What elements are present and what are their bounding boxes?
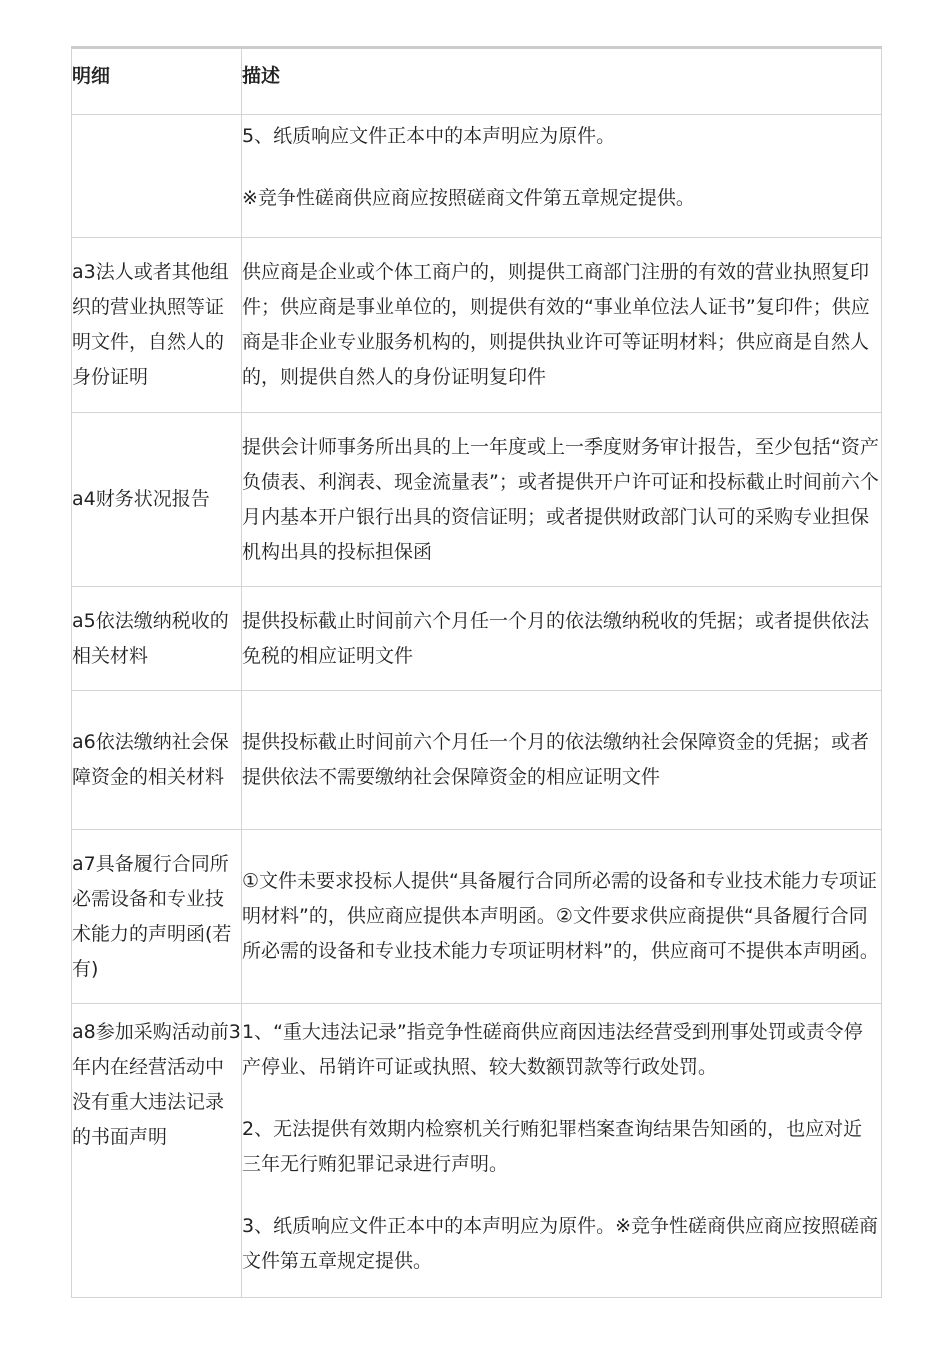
table-row	[72, 587, 882, 691]
row-item: a3法人或者其他组织的营业执照等证明文件，自然人的身份证明	[72, 238, 242, 413]
description-paragraph: 2、无法提供有效期内检察机关行贿犯罪档案查询结果告知函的，也应对近三年无行贿犯罪记录进行声明。	[242, 1118, 863, 1175]
description-paragraph: 5、纸质响应文件正本中的本声明应为原件。	[242, 125, 616, 147]
row-item: a8参加采购活动前3年内在经营活动中没有重大违法记录的书面声明	[72, 1004, 242, 1298]
table-row	[72, 1004, 882, 1298]
row-description	[242, 1004, 882, 1298]
description-paragraph: 提供会计师事务所出具的上一年度或上一季度财务审计报告，至少包括“资产负债表、利润表、现金流量表”；或者提供开户许可证和投标截止时间前六个月内基本开户银行出具的资信证明；或者提供财政部门认可的采购专业担保机构出具的投标担保函	[242, 435, 879, 563]
row-description	[242, 413, 882, 587]
description-paragraph: 提供投标截止时间前六个月任一个月的依法缴纳社会保障资金的凭据；或者提供依法不需要缴纳社会保障资金的相应证明文件	[242, 731, 870, 788]
description-paragraph: ※竞争性磋商供应商应按照磋商文件第五章规定提供。	[242, 187, 695, 209]
row-item	[72, 115, 242, 238]
table-header-row	[72, 48, 882, 115]
row-description	[242, 587, 882, 691]
row-description	[242, 830, 882, 1004]
table-row	[72, 413, 882, 587]
header-description: 描述	[242, 48, 882, 115]
row-item: a6依法缴纳社会保障资金的相关材料	[72, 691, 242, 830]
row-description	[242, 115, 882, 238]
requirements-table	[71, 46, 882, 1298]
table-row	[72, 691, 882, 830]
description-paragraph: ①文件未要求投标人提供“具备履行合同所必需的设备和专业技术能力专项证明材料”的，供应商应提供本声明函。②文件要求供应商提供“具备履行合同所必需的设备和专业技术能力专项证明材料”的，供应商可不提供本声明函。	[242, 870, 879, 962]
row-item: a5依法缴纳税收的相关材料	[72, 587, 242, 691]
description-paragraph: 3、纸质响应文件正本中的本声明应为原件。※竞争性磋商供应商应按照磋商文件第五章规定提供。	[242, 1215, 879, 1272]
row-description	[242, 238, 882, 413]
table-row	[72, 238, 882, 413]
description-paragraph: 供应商是企业或个体工商户的，则提供工商部门注册的有效的营业执照复印件；供应商是事业单位的，则提供有效的“事业单位法人证书”复印件；供应商是非企业专业服务机构的，则提供执业许可等证明材料；供应商是自然人的，则提供自然人的身份证明复印件	[242, 261, 870, 388]
row-item: a7具备履行合同所必需设备和专业技术能力的声明函(若有)	[72, 830, 242, 1004]
header-item: 明细	[72, 48, 242, 115]
row-item: a4财务状况报告	[72, 413, 242, 587]
description-paragraph: 1、“重大违法记录”指竞争性磋商供应商因违法经营受到刑事处罚或责令停产停业、吊销许可证或执照、较大数额罚款等行政处罚。	[242, 1021, 863, 1078]
description-paragraph: 提供投标截止时间前六个月任一个月的依法缴纳税收的凭据；或者提供依法免税的相应证明文件	[242, 609, 870, 667]
row-description	[242, 691, 882, 830]
table-row	[72, 115, 882, 238]
table-row	[72, 830, 882, 1004]
